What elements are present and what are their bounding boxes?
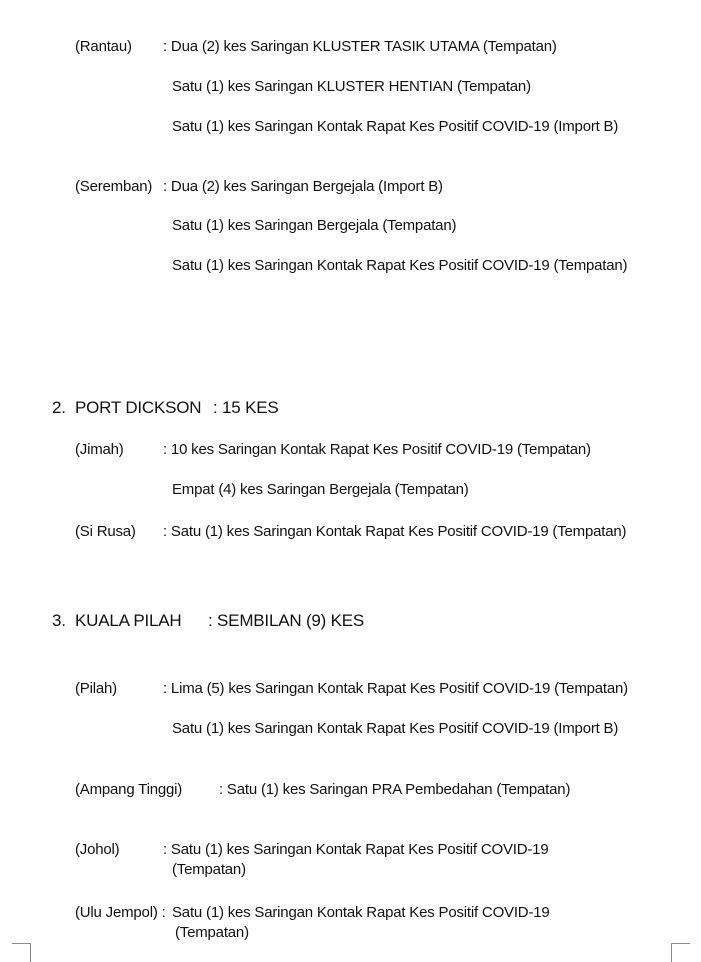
section-2-count: : 15 KES xyxy=(213,398,279,417)
pilah-label: (Pilah) xyxy=(75,680,117,697)
page-corner-mark-left xyxy=(12,943,31,962)
seremban-line-1: : Dua (2) kes Saringan Bergejala (Import B) xyxy=(163,178,443,195)
section-3-count: : SEMBILAN (9) KES xyxy=(208,611,365,630)
jimah-line-2: Empat (4) kes Saringan Bergejala (Tempatan) xyxy=(172,481,469,498)
johol-label: (Johol) xyxy=(75,841,120,858)
ampang-tinggi-line-1: : Satu (1) kes Saringan PRA Pembedahan (Tempatan) xyxy=(219,781,571,798)
section-3-number: 3. xyxy=(52,611,66,630)
pilah-line-1: : Lima (5) kes Saringan Kontak Rapat Kes Positif COVID-19 (Tempatan) xyxy=(163,680,628,697)
page-corner-mark-right xyxy=(671,943,690,962)
pilah-line-2: Satu (1) kes Saringan Kontak Rapat Kes Positif COVID-19 (Import B) xyxy=(172,720,619,737)
section-2-title: PORT DICKSON xyxy=(75,398,202,417)
si-rusa-line-1: : Satu (1) kes Saringan Kontak Rapat Kes Positif COVID-19 (Tempatan) xyxy=(163,523,627,540)
johol-line-1: : Satu (1) kes Saringan Kontak Rapat Kes Positif COVID-19 xyxy=(163,841,549,858)
johol-line-2: (Tempatan) xyxy=(172,861,246,878)
rantau-line-1: : Dua (2) kes Saringan KLUSTER TASIK UTAMA (Tempatan) xyxy=(163,38,557,55)
seremban-line-3: Satu (1) kes Saringan Kontak Rapat Kes Positif COVID-19 (Tempatan) xyxy=(172,257,628,274)
si-rusa-label: (Si Rusa) xyxy=(75,523,136,540)
ulu-jempol-line-1: Satu (1) kes Saringan Kontak Rapat Kes Positif COVID-19 xyxy=(172,904,550,921)
section-3-title: KUALA PILAH xyxy=(75,611,182,630)
jimah-line-1: : 10 kes Saringan Kontak Rapat Kes Positif COVID-19 (Tempatan) xyxy=(163,441,591,458)
rantau-line-3: Satu (1) kes Saringan Kontak Rapat Kes Positif COVID-19 (Import B) xyxy=(172,118,619,135)
ulu-jempol-line-2: (Tempatan) xyxy=(175,924,249,941)
section-2-number: 2. xyxy=(52,398,66,417)
rantau-label: (Rantau) xyxy=(75,38,132,55)
seremban-line-2: Satu (1) kes Saringan Bergejala (Tempatan) xyxy=(172,217,457,234)
rantau-line-2: Satu (1) kes Saringan KLUSTER HENTIAN (Tempatan) xyxy=(172,78,531,95)
ampang-tinggi-label: (Ampang Tinggi) xyxy=(75,781,183,798)
seremban-label: (Seremban) xyxy=(75,178,153,195)
jimah-label: (Jimah) xyxy=(75,441,124,458)
ulu-jempol-label: (Ulu Jempol) : xyxy=(75,904,166,921)
